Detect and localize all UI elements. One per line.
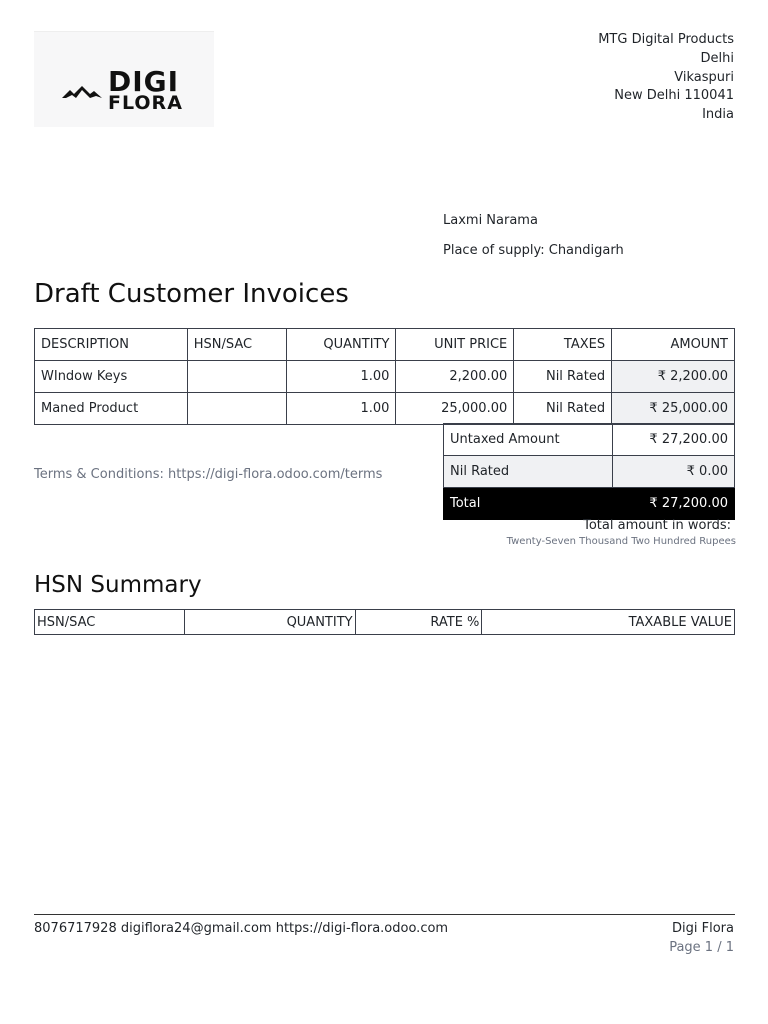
untaxed-label: Untaxed Amount (444, 424, 613, 456)
line-quantity: 1.00 (286, 393, 396, 425)
logo-text (108, 65, 183, 114)
line-description: Maned Product (35, 393, 188, 425)
line-taxes: Nil Rated (514, 361, 612, 393)
hsn-summary-table (34, 609, 735, 635)
company-name: MTG Digital Products (598, 32, 734, 47)
untaxed-row (444, 424, 735, 456)
total-row (444, 488, 735, 520)
line-description: WIndow Keys (35, 361, 188, 393)
untaxed-value: ₹ 27,200.00 (613, 424, 735, 456)
company-logo (34, 31, 214, 127)
hsn-header-row (35, 610, 735, 635)
amount-in-words: Twenty-Seven Thousand Two Hundred Rupees (506, 536, 736, 547)
hsn-summary-title: HSN Summary (34, 572, 202, 598)
totals-table (443, 423, 735, 520)
customer-block (443, 212, 624, 260)
invoice-lines-table (34, 328, 735, 425)
page-number: Page 1 / 1 (669, 940, 734, 955)
customer-name: Laxmi Narama (443, 213, 538, 228)
company-city: Delhi (700, 50, 734, 66)
logo-line-1: DIGI (108, 65, 180, 98)
table-header-row (35, 329, 735, 361)
line-amount: ₹ 25,000.00 (612, 393, 735, 425)
line-taxes: Nil Rated (514, 393, 612, 425)
company-address (598, 31, 734, 125)
col-amount: AMOUNT (612, 329, 735, 361)
line-unit-price: 25,000.00 (396, 393, 514, 425)
terms-and-conditions: Terms & Conditions: https://digi-flora.odoo.com/terms (34, 467, 383, 482)
table-row (35, 393, 735, 425)
col-taxes: TAXES (514, 329, 612, 361)
col-quantity: QUANTITY (286, 329, 396, 361)
place-of-supply: Place of supply: Chandigarh (443, 243, 624, 258)
total-label: Total (444, 488, 613, 520)
page-title: Draft Customer Invoices (34, 279, 349, 309)
table-row (35, 361, 735, 393)
company-postal: New Delhi 110041 (614, 88, 734, 104)
col-description: DESCRIPTION (35, 329, 188, 361)
logo-line-2: FLORA (108, 92, 183, 114)
col-hsn: HSN/SAC (187, 329, 286, 361)
total-value: ₹ 27,200.00 (613, 488, 735, 520)
footer-company: Digi Flora (672, 921, 734, 936)
line-quantity: 1.00 (286, 361, 396, 393)
hsn-col-hsn: HSN/SAC (35, 610, 185, 635)
col-unit-price: UNIT PRICE (396, 329, 514, 361)
nil-rated-row (444, 456, 735, 488)
amount-in-words-label: Total amount in words: (583, 518, 731, 533)
company-country: India (702, 107, 734, 123)
line-amount: ₹ 2,200.00 (612, 361, 735, 393)
footer-divider (34, 914, 735, 915)
hsn-col-quantity: QUANTITY (184, 610, 355, 635)
line-hsn (187, 361, 286, 393)
nil-rated-value: ₹ 0.00 (613, 456, 735, 488)
hsn-col-rate: RATE % (355, 610, 482, 635)
line-hsn (187, 393, 286, 425)
mountain-icon (62, 84, 102, 100)
footer-contact: 8076717928 digiflora24@gmail.com https://digi-flora.odoo.com (34, 921, 449, 936)
hsn-col-taxable-value: TAXABLE VALUE (482, 610, 735, 635)
company-area: Vikaspuri (674, 69, 734, 85)
nil-rated-label: Nil Rated (444, 456, 613, 488)
line-unit-price: 2,200.00 (396, 361, 514, 393)
